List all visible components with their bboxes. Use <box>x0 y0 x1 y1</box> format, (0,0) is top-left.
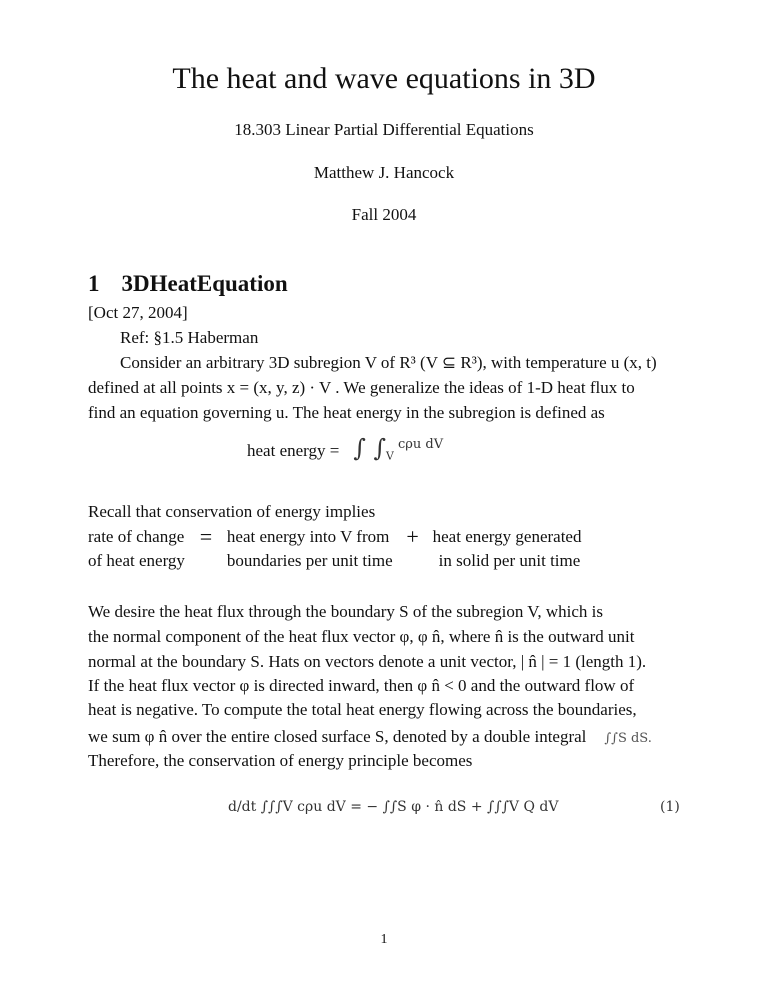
paragraph-line: defined at all points x = (x, y, z) · V . We generalize the ideas of 1-D heat flux to <box>88 378 635 397</box>
balance-term: heat energy into V from <box>226 527 390 546</box>
equation-number: (1) <box>660 799 680 815</box>
energy-balance <box>88 524 582 571</box>
section-heading <box>88 270 288 298</box>
balance-term: boundaries per unit time <box>226 551 393 570</box>
section-number: 1 <box>88 271 100 296</box>
paragraph-line: Therefore, the conservation of energy principle becomes <box>88 751 473 770</box>
reference: Ref: §1.5 Haberman <box>120 328 259 347</box>
heat-energy-definition <box>247 435 443 467</box>
plus-sign: + <box>406 524 419 549</box>
recall-text: Recall that conservation of energy implies <box>88 502 376 521</box>
integrand: cρu dV <box>397 437 444 452</box>
term: Fall 2004 <box>351 205 417 224</box>
equation-surface-term: = − ∫∫S φ · n̂ dS + <box>350 799 483 815</box>
integral-subscript: V <box>386 449 394 463</box>
paragraph-line: normal at the boundary S. Hats on vectors denote a unit vector, | n̂ | = 1 (length 1). <box>88 652 647 671</box>
course-name: 18.303 Linear Partial Differential Equations <box>234 120 534 139</box>
balance-term: in solid per unit time <box>438 551 581 570</box>
page-number: 1 <box>380 932 388 947</box>
equation-lhs: d/dt ∫∫∫V cρu dV <box>228 799 346 815</box>
date: [Oct 27, 2004] <box>88 303 188 322</box>
doc-title: The heat and wave equations in 3D <box>172 62 596 95</box>
paragraph-line: we sum φ n̂ over the entire closed surface S, denoted by a double integral <box>88 727 587 746</box>
paragraph-line-with-integral <box>88 727 652 749</box>
paragraph-line: the normal component of the heat flux vector φ, φ n̂, where n̂ is the outward unit <box>88 627 635 646</box>
equation-volume-term: ∫∫∫V Q dV <box>487 799 559 815</box>
heat-energy-label: heat energy = <box>247 441 340 460</box>
balance-term: heat energy generated <box>432 527 582 546</box>
balance-term: of heat energy <box>88 551 185 570</box>
equation-1 <box>228 797 558 817</box>
section-title: 3DHeatEquation <box>121 271 288 296</box>
paragraph-line: find an equation governing u. The heat energy in the subregion is defined as <box>88 403 605 422</box>
surface-integral: ∫∫S dS. <box>604 731 652 746</box>
equals-sign: = <box>199 524 213 549</box>
heat-energy-integral: ∫ $\int_V$ cρu dV <box>353 434 444 463</box>
paragraph-line: Consider an arbitrary 3D subregion V of R³ (V ⊆ R³), with temperature u (x, t) <box>120 353 657 372</box>
author: Matthew J. Hancock <box>313 163 455 182</box>
paragraph-line: We desire the heat flux through the boundary S of the subregion V, which is <box>88 602 603 621</box>
balance-term: rate of change <box>88 527 185 546</box>
paragraph-line: If the heat flux vector φ is directed inward, then φ n̂ < 0 and the outward flow of <box>88 676 635 695</box>
paragraph-line: heat is negative. To compute the total heat energy flowing across the boundaries, <box>88 700 637 719</box>
